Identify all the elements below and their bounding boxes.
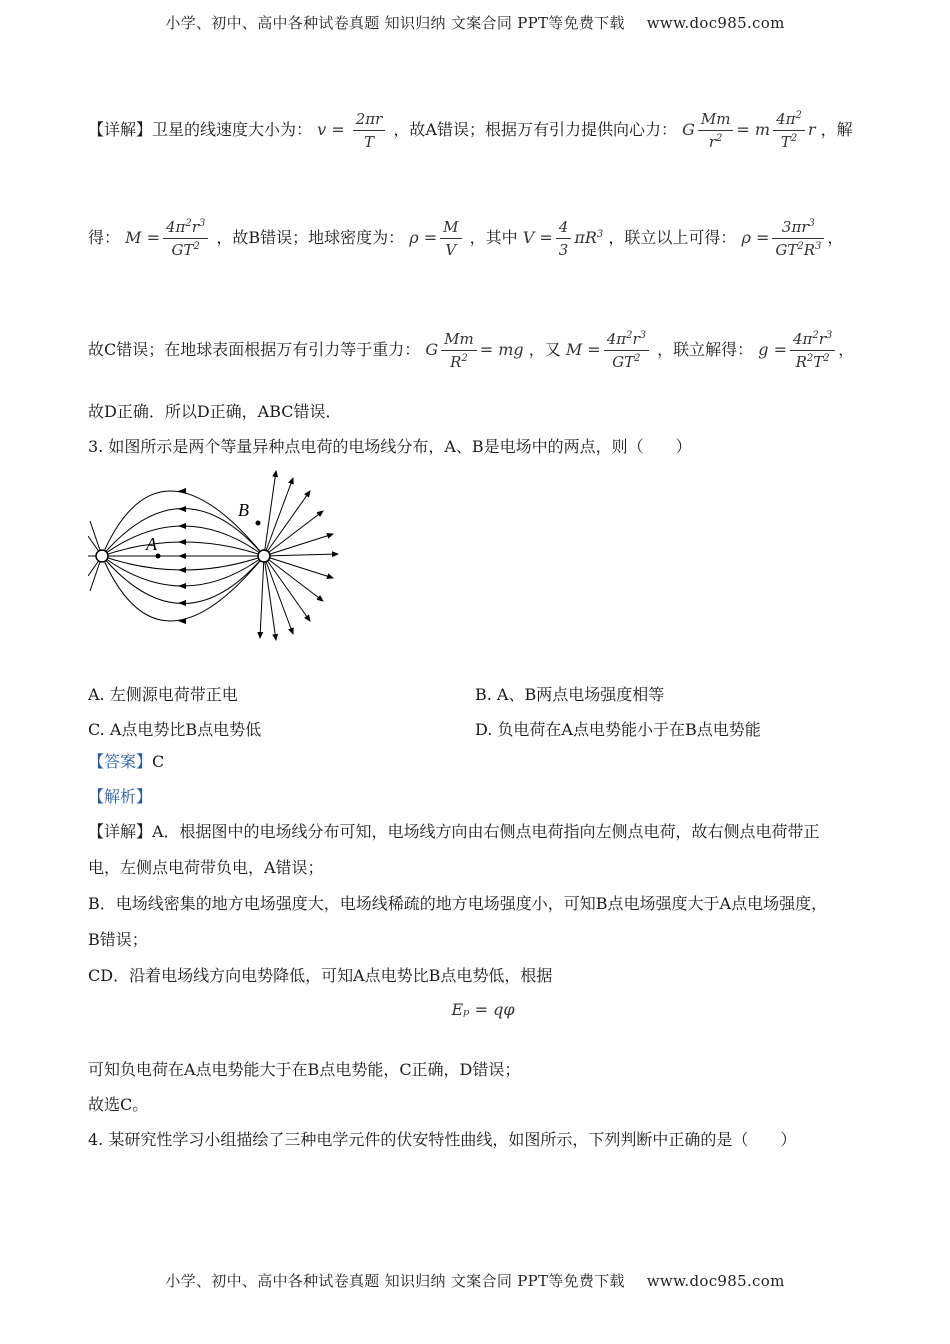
q2-text-2c: ，其中	[469, 228, 518, 247]
formula-v: v = $\frac{2\pi r}{T}$	[317, 120, 388, 139]
negative-charge	[96, 550, 108, 562]
q2-text-1b: ，故A错误；根据万有引力提供向心力：	[393, 120, 677, 139]
q2-text-2a: 得：	[88, 228, 121, 247]
answer-line	[88, 752, 878, 772]
formula-M-again: M = $\frac{4\pi^2r^3}{GT^2}$	[566, 340, 652, 359]
option-a[interactable]: A. 左侧源电荷带正电	[88, 685, 238, 704]
point-a	[156, 554, 161, 559]
q3-detail-3: B．电场线密集的地方电场强度大，电场线稀疏的地方电场强度小，可知B点电场强度大于A点电场强度，	[88, 894, 828, 913]
q2-detail-line1	[88, 108, 878, 153]
formula-g: g = $\frac{4\pi^2r^3}{R^2T^2}$	[758, 340, 838, 359]
q2-detail-line2	[88, 216, 878, 261]
field-line	[102, 556, 264, 621]
header-text: 小学、初中、高中各种试卷真题 知识归纳 文案合同 PPT等免费下载	[165, 14, 625, 32]
formula-ep: Eₚ = qφ	[451, 1000, 515, 1019]
q2-detail-line3	[88, 328, 878, 373]
option-b[interactable]: B. A、B两点电场强度相等	[475, 685, 665, 704]
q2-text-2d: ，联立以上可得：	[608, 228, 737, 247]
footer-site[interactable]: www.doc985.com	[646, 1272, 785, 1290]
field-line	[264, 556, 310, 621]
option-c[interactable]: C. A点电势比B点电势低	[88, 720, 262, 739]
page-header	[0, 12, 950, 33]
field-line	[264, 554, 338, 556]
q2-text-1a: 【详解】卫星的线速度大小为：	[88, 120, 313, 139]
point-b	[256, 521, 261, 526]
q3-stem: 3. 如图所示是两个等量异种点电荷的电场线分布，A、B是电场中的两点，则（ ）	[88, 437, 692, 456]
formula-rho-result: ρ = $\frac{3\pi r^3}{GT^2R^3}$	[741, 228, 827, 247]
formula-gravity: G $\frac{Mm}{r^2}$ = m $\frac{4\pi^2}{T^2}$ r	[682, 110, 816, 151]
field-line	[260, 556, 264, 638]
header-site[interactable]: www.doc985.com	[646, 14, 785, 32]
formula-V: V = $\frac{4}{3}$ $\pi R^3$	[522, 218, 604, 259]
positive-charge	[258, 550, 270, 562]
q3-detail-2: 电，左侧点电荷带负电，A错误；	[88, 858, 324, 877]
field-line	[264, 491, 310, 556]
field-line	[102, 556, 264, 570]
formula-mg: G $\frac{Mm}{R^2}$ = mg	[425, 330, 524, 371]
field-line	[264, 556, 333, 578]
q3-detail-5: CD．沿着电场线方向电势降低，可知A点电势比B点电势低，根据	[88, 966, 553, 985]
page-footer	[0, 1270, 950, 1291]
field-line	[264, 534, 333, 556]
footer-text: 小学、初中、高中各种试卷真题 知识归纳 文案合同 PPT等免费下载	[165, 1272, 625, 1290]
field-line	[264, 556, 276, 640]
answer-label: 【答案】	[88, 752, 153, 771]
formula-rho: ρ = $\frac{M}{V}$	[409, 228, 464, 247]
q2-text-2e: ，	[827, 228, 844, 247]
field-line	[264, 556, 293, 634]
q3-detail-4: B错误；	[88, 930, 148, 949]
q3-detail-6: 可知负电荷在A点电势能大于在B点电势能，C正确，D错误；	[88, 1060, 521, 1079]
label-a: A	[146, 534, 157, 554]
q2-text-1c: ，解	[820, 120, 853, 139]
q2-text-3c: ，联立解得：	[657, 340, 754, 359]
answer-value: C	[152, 752, 165, 771]
field-line	[264, 478, 293, 556]
option-d[interactable]: D. 负电荷在A点电势能小于在B点电势能	[475, 720, 761, 739]
q2-text-3b: ，又	[528, 340, 561, 359]
field-line	[102, 542, 264, 556]
q2-text-2b: ，故B错误；地球密度为：	[216, 228, 405, 247]
field-line	[264, 471, 276, 556]
q2-conclusion: 故D正确．所以D正确，ABC错误．	[88, 402, 342, 421]
q4-stem: 4. 某研究性学习小组描绘了三种电学元件的伏安特性曲线，如图所示，下列判断中正确的是（ ）	[88, 1130, 797, 1149]
label-b: B	[238, 500, 249, 520]
q3-detail-1: 【详解】A．根据图中的电场线分布可知，电场线方向由右侧点电荷指向左侧点电荷，故右侧点电荷带正	[88, 822, 820, 841]
q3-detail-7: 故选C。	[88, 1095, 149, 1114]
formula-M: M = $\frac{4\pi^2r^3}{GT^2}$	[125, 228, 211, 247]
analysis-label: 【解析】	[88, 787, 153, 806]
q2-text-3a: 故C错误；在地球表面根据万有引力等于重力：	[88, 340, 421, 359]
electric-field-figure	[88, 466, 348, 646]
q2-text-3d: ，	[838, 340, 855, 359]
